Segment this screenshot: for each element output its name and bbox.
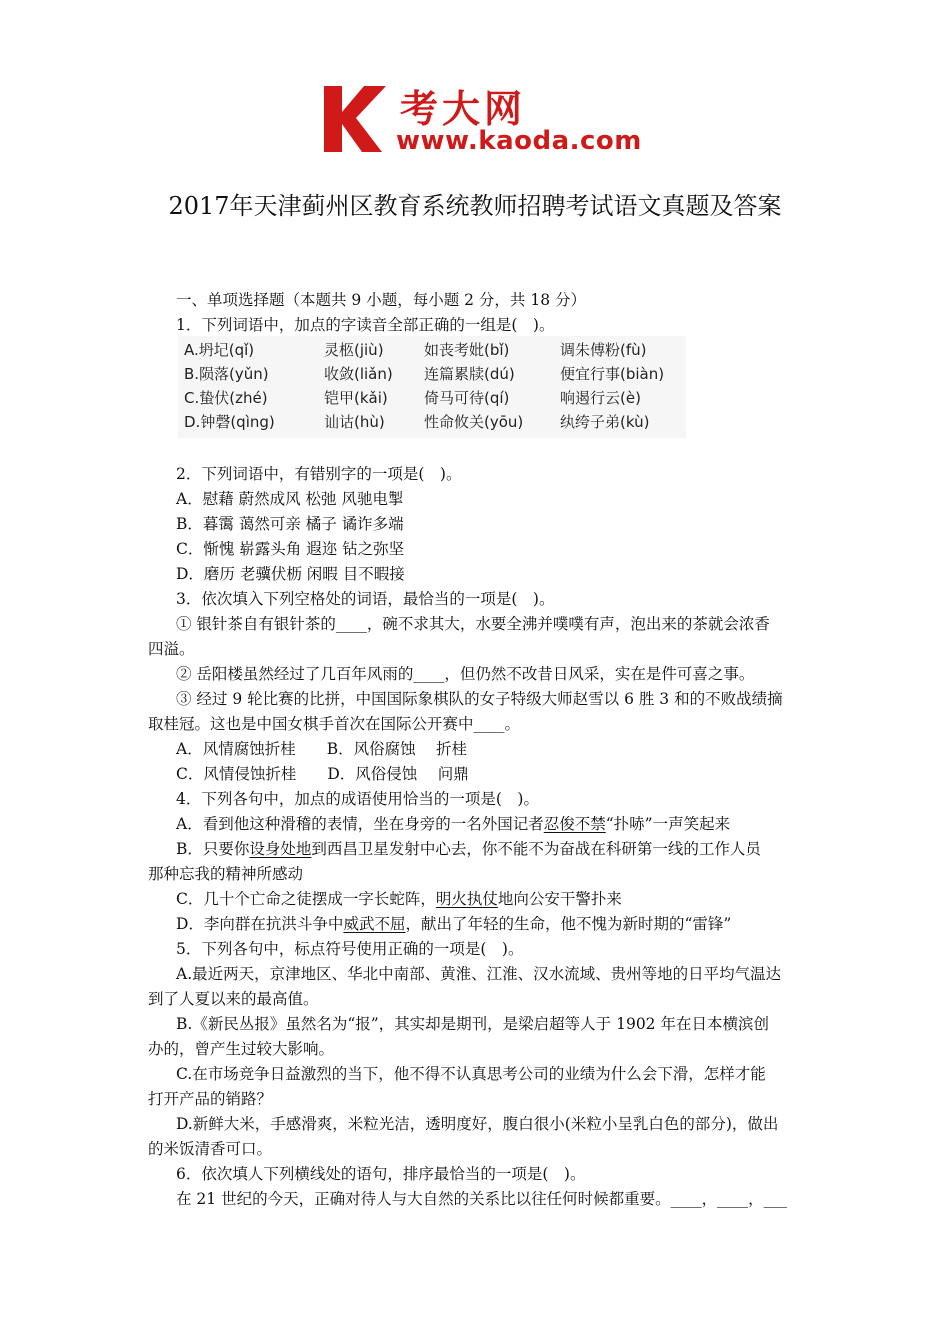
q4-b-idiom: 设身处地 xyxy=(249,840,312,858)
q1-cell: 灵柩(jiù) xyxy=(324,341,384,359)
q5-option-d-cont: 的米饭清香可口。 xyxy=(148,1140,273,1158)
q4-b-text-end: 到西昌卫星发射中心去，你不能不为奋战在科研第一线的工作人员 xyxy=(311,840,761,858)
q1-cell: 响遏行云(è) xyxy=(560,389,641,407)
q5-option-b: B.《新民丛报》虽然名为“报”，其实却是期刊，是梁启超等人于 1902 年在日本横滨创 xyxy=(176,1015,769,1033)
q1-cell: B.陨落(yǔn) xyxy=(184,365,269,383)
q1-cell: D.钟磬(qìng) xyxy=(184,413,275,431)
q1-options-image xyxy=(178,336,686,438)
q5-option-b-cont: 办的，曾产生过较大影响。 xyxy=(148,1040,335,1058)
q6-sentence: 在 21 世纪的今天，正确对待人与大自然的关系比以往任何时候都重要。____，____，___ xyxy=(176,1190,787,1208)
q5-option-a: A.最近两天，京津地区、华北中南部、黄淮、江淮、汉水流域、贵州等地的日平均气温达 xyxy=(176,965,782,983)
q1-cell: 倚马可待(qí) xyxy=(424,389,510,407)
q1-cell: 便宜行事(biàn) xyxy=(560,365,665,383)
q1-cell: 性命攸关(yōu) xyxy=(424,413,524,431)
q5-option-a-cont: 到了人夏以来的最高值。 xyxy=(148,990,319,1008)
q1-cell: 讪诂(hù) xyxy=(324,413,385,431)
q5-option-c-cont: 打开产品的销路？ xyxy=(148,1090,273,1108)
logo-url-text: www.kaoda.com xyxy=(396,126,642,156)
q4-c-text: C．几十个亡命之徒摆成一字长蛇阵， xyxy=(176,890,436,908)
document-title: 2017年天津蓟州区教育系统教师招聘考试语文真题及答案 xyxy=(168,192,782,220)
logo-k-icon xyxy=(320,82,400,154)
q1-cell: 收敛(liǎn) xyxy=(324,365,393,383)
q3-sentence-2: ② 岳阳楼虽然经过了几百年风雨的____，但仍然不改昔日风采，实在是件可喜之事。 xyxy=(176,665,755,683)
q5-option-c: C.在市场竞争日益激烈的当下，他不得不认真思考公司的业绩为什么会下滑，怎样才能 xyxy=(176,1065,766,1083)
q2-option-d: D．磨历 老骥伏枥 闲暇 目不暇接 xyxy=(176,565,405,583)
q3-sentence-3: ③ 经过 9 轮比赛的比拼，中国国际象棋队的女子特级大师赵雪以 6 胜 3 和的不败战绩摘 xyxy=(176,690,783,708)
q5-stem: 5．下列各句中，标点符号使用正确的一项是( )。 xyxy=(176,940,524,958)
q1-cell: C.蛰伏(zhé) xyxy=(184,389,268,407)
q3-options-ab: A．风情腐蚀折桂 B．风俗腐蚀 折桂 xyxy=(176,740,468,758)
q4-option-b-cont: 那种忘我的精神所感动 xyxy=(148,865,304,883)
q4-option-c xyxy=(176,889,622,909)
q4-option-a xyxy=(176,814,730,834)
q2-option-b: B．暮霭 蔼然可亲 橘子 谲诈多端 xyxy=(176,515,404,533)
q1-cell: A.坍圮(qǐ) xyxy=(184,341,255,359)
q1-cell: 调朱傅粉(fù) xyxy=(560,341,647,359)
q4-option-d xyxy=(176,914,731,934)
q4-a-idiom: 忍俊不禁 xyxy=(543,815,606,833)
q2-option-c: C．惭愧 崭露头角 遐迩 钻之弥坚 xyxy=(176,540,405,558)
q3-sentence-1: ① 银针茶自有银针茶的____，碗不求其大，水要全沸并噗噗有声，泡出来的茶就会浓香 xyxy=(176,615,770,633)
q1-cell: 连篇累牍(dú) xyxy=(424,365,515,383)
section-heading: 一、单项选择题（本题共 9 小题，每小题 2 分，共 18 分） xyxy=(176,291,587,309)
q3-sentence-3-cont: 取桂冠。这也是中国女棋手首次在国际公开赛中____。 xyxy=(148,715,521,733)
q3-stem: 3．依次填入下列空格处的词语，最恰当的一项是( )。 xyxy=(176,590,555,608)
q5-option-d: D.新鲜大米，手感滑爽，米粒光洁，透明度好，腹白很小(米粒小呈乳白色的部分)，做出 xyxy=(176,1115,779,1133)
q4-d-text-end: ，献出了年轻的生命，他不愧为新时期的“雷锋” xyxy=(405,915,732,933)
q4-a-text: A．看到他这种滑稽的表情，坐在身旁的一名外国记者 xyxy=(176,815,544,833)
q1-cell: 铠甲(kǎi) xyxy=(324,389,388,407)
q2-option-a: A．慰藉 蔚然成风 松弛 风驰电掣 xyxy=(176,490,404,508)
q4-a-text-end: “扑哧”一声笑起来 xyxy=(605,815,731,833)
q4-c-text-end: 地向公安干警扑来 xyxy=(497,890,622,908)
q4-stem: 4．下列各句中，加点的成语使用恰当的一项是( )。 xyxy=(176,790,539,808)
q1-stem: 1．下列词语中，加点的字读音全部正确的一组是( )。 xyxy=(176,316,555,334)
q3-sentence-1-cont: 四溢。 xyxy=(148,640,195,658)
kaoda-logo xyxy=(320,80,640,160)
q6-stem: 6．依次填人下列横线处的语句，排序最恰当的一项是( )。 xyxy=(176,1165,586,1183)
q4-b-text: B．只要你 xyxy=(176,840,250,858)
q1-cell: 纨绔子弟(kù) xyxy=(560,413,650,431)
q4-d-idiom: 威武不屈 xyxy=(343,915,406,933)
q4-c-idiom: 明火执仗 xyxy=(435,890,498,908)
logo-chinese-text: 考大网 xyxy=(400,87,527,131)
q1-cell: 如丧考妣(bǐ) xyxy=(424,341,510,359)
q4-d-text: D．李向群在抗洪斗争中 xyxy=(176,915,344,933)
q4-option-b xyxy=(176,839,761,859)
q2-stem: 2．下列词语中，有错别字的一项是( )。 xyxy=(176,465,462,483)
q3-options-cd: C．风情侵蚀折桂 D．风俗侵蚀 问鼎 xyxy=(176,765,469,783)
